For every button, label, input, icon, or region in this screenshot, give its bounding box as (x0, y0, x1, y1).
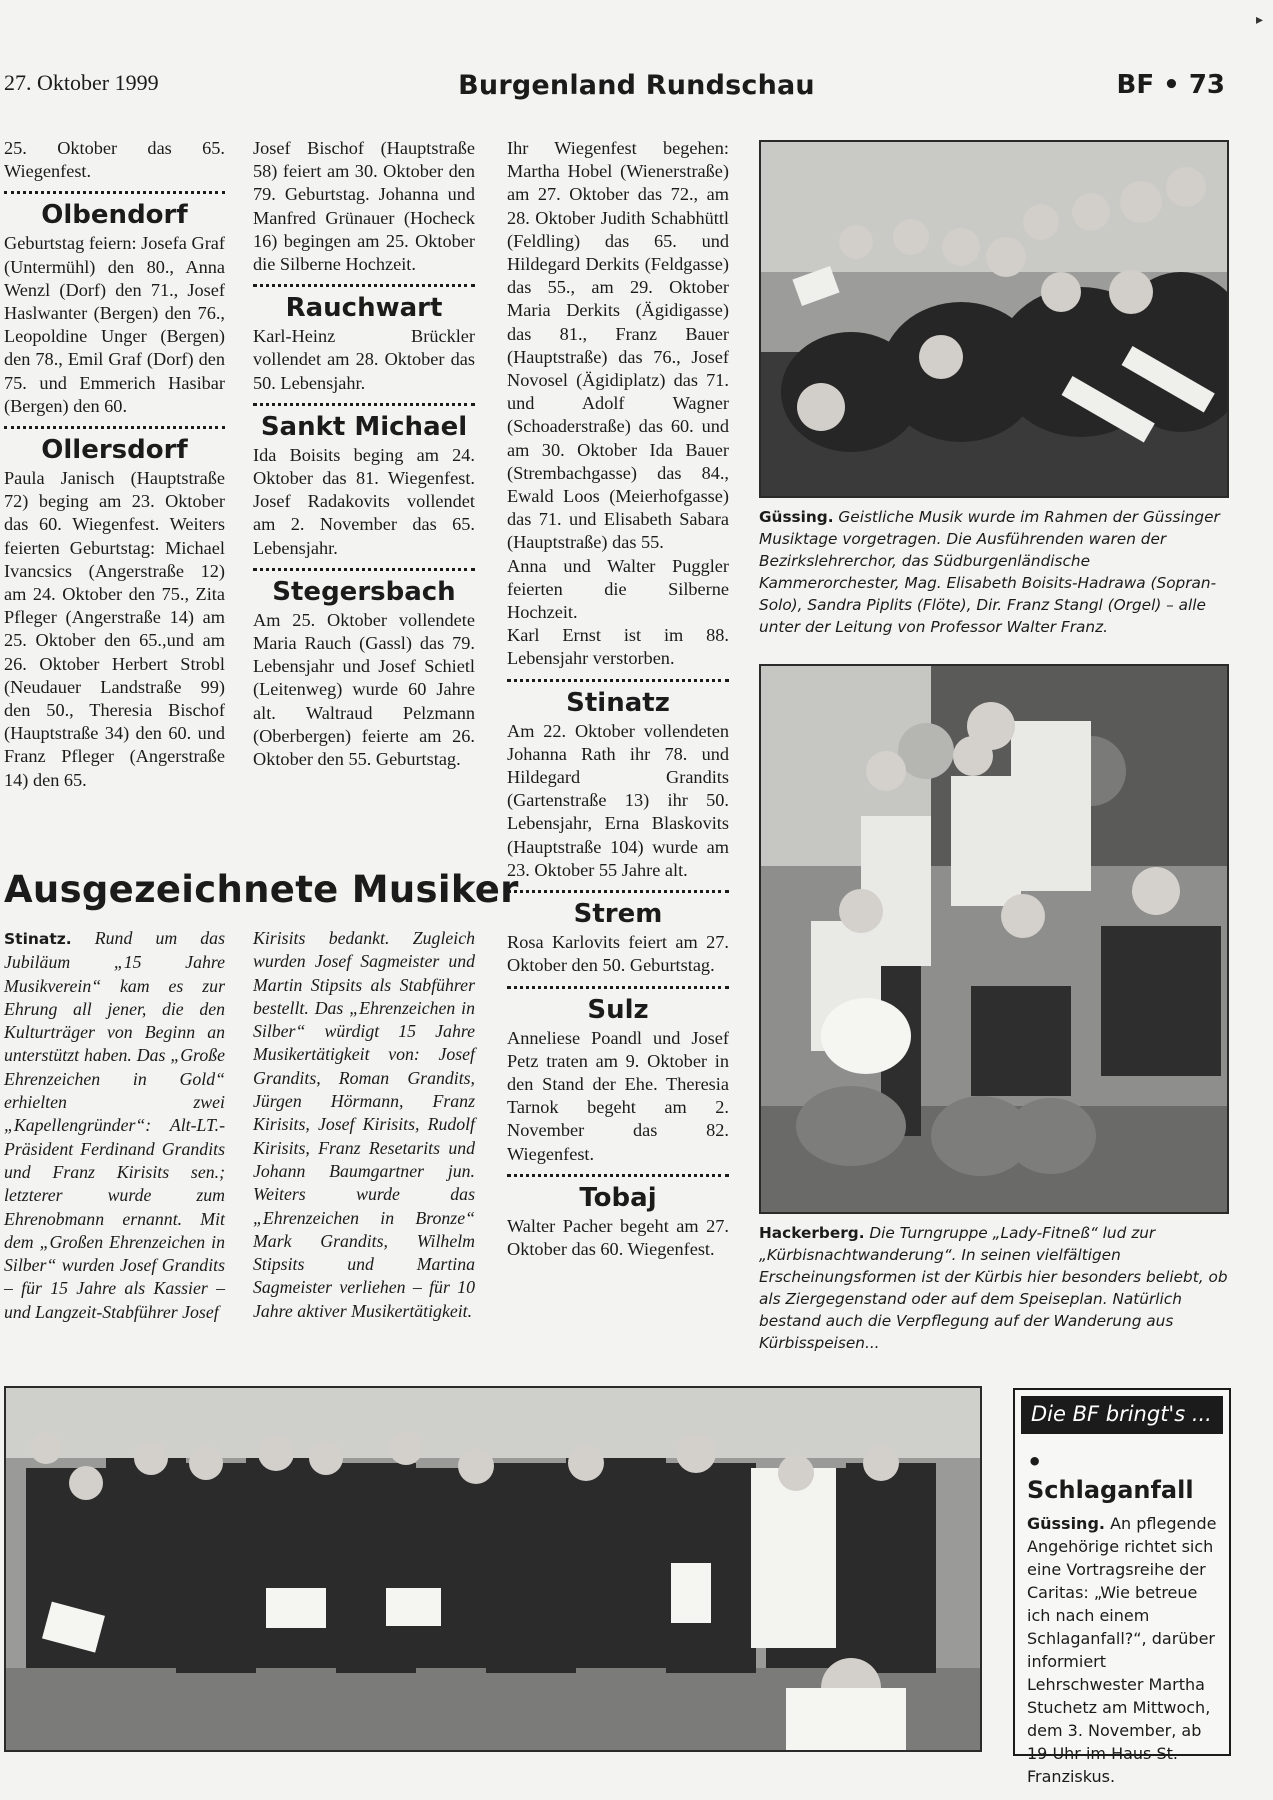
town-heading-strem: Strem (507, 890, 729, 929)
column-3 (507, 137, 729, 1261)
article-body-2: Kirisits bedankt. Zugleich wurden Josef Sagmeister und Martin Stipsits als Stabführer bestellt. Das „Ehrenzeichen in Silber“ würdigt 15 Jahre Musikertätigkeit von: Josef Grandits, Roman Grandits, Jürgen Hörmann, Franz Kirisits, Josef Kirisits, Rudolf Kirisits, Franz Resetarits und Johann Baumgartner jun. Weiters wurde das „Ehrenzeichen in Bronze“ Mark Grandits, Wilhelm Stipsits und Martina Sagmeister verliehen – für 10 Jahre aktiver Musikertätigkeit. (253, 928, 475, 1321)
choir-caption-place: Güssing. (759, 508, 834, 526)
town-text-stinatz: Am 22. Oktober vollendeten Johanna Rath ihr 78. und Hildegard Grandits (Gartenstraße 13) ihr 50. Lebensjahr, Erna Blaskovits (Hauptstraße 104) wurde am 23. Oktober 55 Jahre alt. (507, 720, 729, 880)
info-box-place: Güssing. (1027, 1514, 1105, 1533)
town-text-strem: Rosa Karlovits feiert am 27. Oktober den 50. Geburtstag. (507, 932, 729, 976)
town-text-rauchwart: Karl-Heinz Brückler vollendet am 28. Oktober das 50. Lebensjahr. (253, 326, 475, 393)
pumpkin-caption-body: Die Turngruppe „Lady-Fitneß“ lud zur „Kürbisnachtwanderung“. In seinen vielfältigen Erscheinungsformen ist der Kürbis hier besonders beliebt, ob als Ziergegenstand oder auf dem Speiseplan. Natürlich bestand auch die Verpflegung auf der Wanderung aus Kürbisspeisen... (759, 1224, 1228, 1352)
info-box (1013, 1388, 1231, 1786)
column-3-obituary: Karl Ernst ist im 88. Lebensjahr verstorben. (507, 625, 729, 669)
page-number: BF • 73 (1116, 70, 1225, 100)
article-text-1 (4, 927, 225, 1324)
article-dateline: Stinatz. (4, 930, 72, 948)
article-column-1 (4, 927, 225, 1324)
choir-caption-body: Geistliche Musik wurde im Rahmen der Güssinger Musiktage vorgetragen. Die Ausführenden waren der Bezirkslehrerchor, das Südburgenländische Kammerorchester, Mag. Elisabeth Boisits-Hadrawa (Sopran-Solo), Sandra Piplits (Flöte), Dir. Franz Stangl (Orgel) – alle unter der Leitung von Professor Walter Franz. (759, 508, 1220, 636)
issue-date: 27. Oktober 1999 (4, 70, 159, 95)
town-heading-sankt-michael: Sankt Michael (253, 403, 475, 442)
newspaper-title: Burgenland Rundschau (458, 70, 815, 101)
choir-photo (759, 140, 1229, 498)
column-2 (253, 137, 475, 771)
town-text-stegersbach: Am 25. Oktober vollendete Maria Rauch (Gassl) das 79. Lebensjahr und Josef Schietl (Leitenweg) wurde 60 Jahre alt. Waltraud Pelzmann (Oberbergen) feierte am 26. Oktober den 55. Geburtstag. (253, 609, 475, 770)
column-1-intro: 25. Oktober das 65. Wiegenfest. (4, 138, 225, 182)
article-body-1: Rund um das Jubiläum „15 Jahre Musikverein“ kam es zur Ehrung all jener, die den Kulturträger von Beginn an unterstützt haben. Das „Große Ehrenzeichen in Gold“ erhielten zwei „Kapellengründer“: Alt-LT.-Präsident Ferdinand Grandits und Franz Kirisits sen.; letzterer wurde zum Ehrenobmann ernannt. Mit dem „Großen Ehrenzeichen in Silber“ wurden Josef Grandits – für 15 Jahre als Kassier – und Langzeit-Stabführer Josef (4, 928, 225, 1322)
town-heading-sulz: Sulz (507, 986, 729, 1025)
choir-photo-image (761, 142, 1227, 496)
choir-caption-text (759, 506, 1229, 638)
town-heading-stinatz: Stinatz (507, 679, 729, 718)
town-text-olbendorf: Geburtstag feiern: Josefa Graf (Untermühl) den 80., Anna Wenzl (Dorf) den 71., Josef Haslwanter (Bergen) den 76., Leopoldine Unger (Bergen) den 78., Emil Graf (Dorf) den 75. und Emmerich Hasibar (Bergen) den 60. (4, 233, 225, 416)
info-box-title: • Schlaganfall (1027, 1448, 1194, 1504)
town-text-sankt-michael: Ida Boisits beging am 24. Oktober das 81. Wiegenfest. Josef Radakovits vollendet am 2. November das 65. Lebensjahr. (253, 444, 475, 558)
margin-mark-icon: ▸ (1255, 13, 1263, 28)
music-band-photo-image (6, 1388, 980, 1750)
info-box-text (1027, 1512, 1217, 1788)
column-2-intro: Josef Bischof (Hauptstraße 58) feiert am 30. Oktober den 79. Geburtstag. Johanna und Manfred Grünauer (Hocheck 16) begingen am 25. Oktober die Silberne Hochzeit. (253, 138, 475, 275)
town-text-sulz: Anneliese Poandl und Josef Petz traten am 9. Oktober in den Stand der Ehe. Theresia Tarnok begeht am 2. November das 82. Wiegenfest. (507, 1027, 729, 1164)
info-box-heading: Die BF bringt's ... (1021, 1396, 1223, 1434)
town-text-ollersdorf: Paula Janisch (Hauptstraße 72) beging am 23. Oktober das 60. Wiegenfest. Weiters feierten Geburtstag: Michael Ivancsics (Angerstraße 12) am 24. Oktober den 75., Zita Pfleger (Angerstraße 14) am 25. Oktober den 65.,und am 26. Oktober Herbert Strobl (Neudauer Landstraße 99) den 50., Theresia Bischof (Hauptstraße 34) den 60. und Franz Pfleger (Angerstraße 14) den 65. (4, 468, 225, 790)
article-headline: Ausgezeichnete Musiker (4, 868, 519, 911)
town-heading-olbendorf: Olbendorf (4, 191, 225, 230)
town-heading-tobaj: Tobaj (507, 1174, 729, 1213)
town-heading-stegersbach: Stegersbach (253, 568, 475, 607)
pumpkin-caption (759, 1222, 1229, 1354)
article-column-2 (253, 927, 475, 1323)
choir-caption (759, 506, 1229, 638)
town-heading-ollersdorf: Ollersdorf (4, 426, 225, 465)
music-band-photo (4, 1386, 982, 1752)
column-3-wedding: Anna und Walter Puggler feierten die Silberne Hochzeit. (507, 555, 729, 623)
town-text-tobaj: Walter Pacher begeht am 27. Oktober das 60. Wiegenfest. (507, 1215, 729, 1259)
pumpkin-caption-text (759, 1222, 1229, 1354)
pumpkin-photo (759, 664, 1229, 1214)
column-3-intro: Ihr Wiegenfest begehen: Martha Hobel (Wienerstraße) am 27. Oktober das 72., am 28. Oktober Judith Schabhüttl (Feldling) das 65. und Hildegard Derkits (Feldgasse) das 55., am 29. Oktober Maria Derkits (Ägidigasse) das 81., Franz Bauer (Hauptstraße) das 76., Josef Novosel (Ägidiplatz) das 71. und Adolf Wagner (Schoaderstraße) das 60. und am 30. Oktober Ida Bauer (Strembachgasse) das 84., Ewald Loos (Meierhofgasse) das 71. und Elisabeth Sabara (Hauptstraße) das 55. (507, 138, 729, 553)
pumpkin-photo-image (761, 666, 1227, 1212)
pumpkin-caption-place: Hackerberg. (759, 1224, 865, 1242)
column-1 (4, 137, 225, 792)
info-box-body: An pflegende Angehörige richtet sich eine Vortragsreihe der Caritas: „Wie betreue ich nach einem Schlaganfall?“, darüber informiert Lehrschwester Martha Stuchetz am Mittwoch, dem 3. November, ab 19 Uhr im Haus St. Franziskus. (1027, 1514, 1217, 1786)
town-heading-rauchwart: Rauchwart (253, 284, 475, 323)
